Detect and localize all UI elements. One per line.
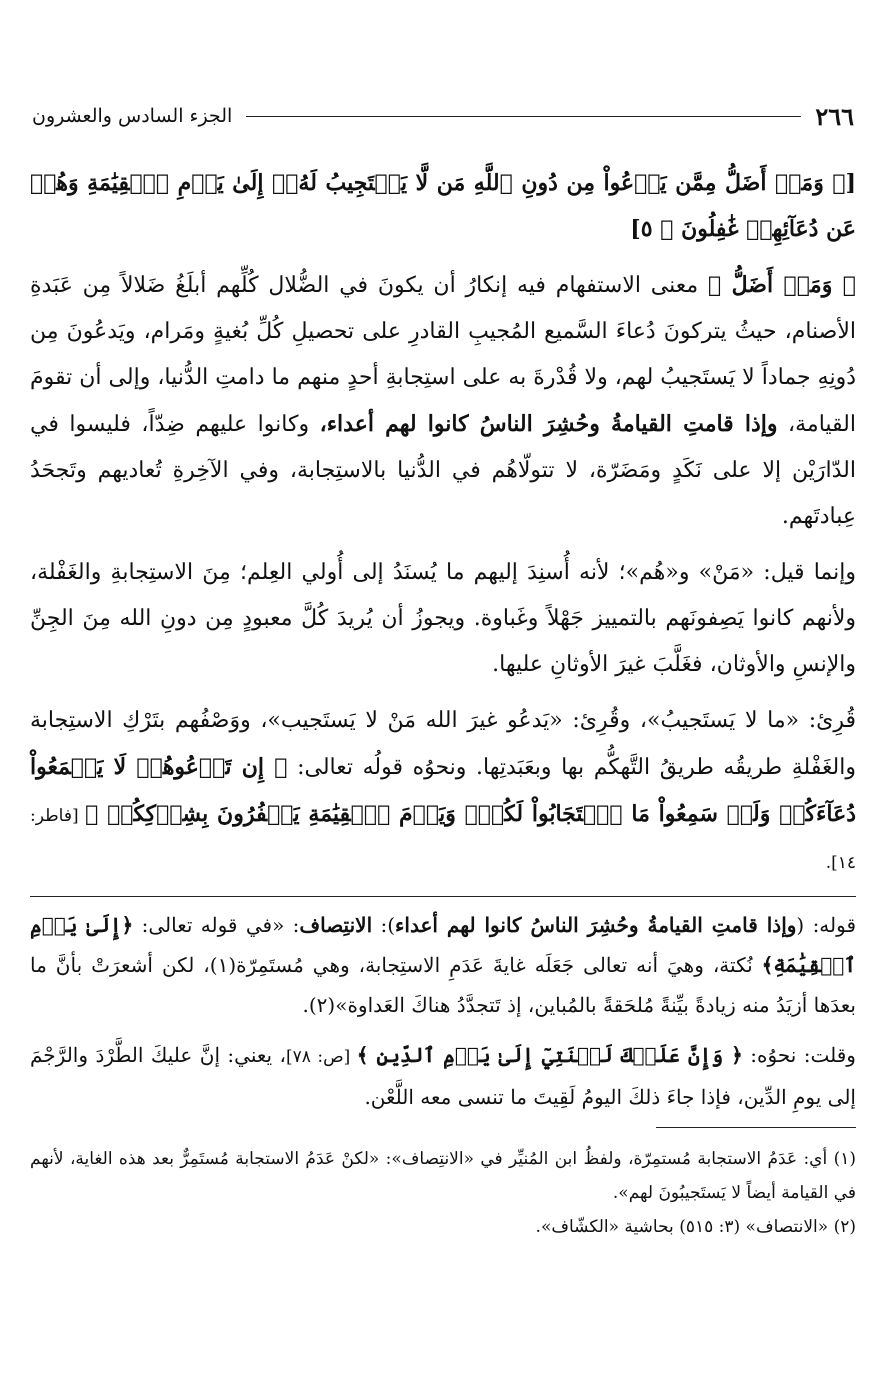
footnote-divider	[656, 1127, 856, 1128]
paragraph-2	[30, 550, 856, 688]
paragraph-text: وكانوا عليهم ضِدّاً، فليسوا في الدّارَيْن إلا على نَكَدٍ ومَضَرّة، لا تتولّاهُم في الدُّنيا بالاستِجابة، وفي الآخِرةِ تُعاديهم وتَجحَدُ عِبادتَهم.	[30, 412, 856, 529]
bold-phrase: وإذا قامتِ القيامةُ وحُشِرَ الناسُ كانوا لهم أعداء،	[319, 411, 778, 437]
verse-quote: ﴿ إِن تَدۡعُوهُمۡ لَا يَسۡمَعُواْ دُعَآءَكُمۡ وَلَوۡ سَمِعُواْ مَا ٱسۡتَجَابُواْ لَكُمۡۖ وَيَوۡمَ ٱلۡقِيَٰمَةِ يَكۡفُرُونَ بِشِرۡكِكُمۡ ﴾	[30, 754, 857, 827]
commentary-text: ):	[372, 913, 396, 937]
paragraph-text: وإنما قيل: «مَنْ» و«هُم»؛ لأنه أُسنِدَ إليهم ما يُسنَدُ إلى أُولي العِلم؛ مِنَ الاستِجابةِ والغَفْلة، ولأنهم كانوا يَصِفونَهم بالتمييز جَهْلاً وغَباوة. ويجوزُ أن يُريدَ كُلَّ معبودٍ مِن دونِ الله مِنَ الجِنِّ والإنسِ والأوثان، فغَلَّبَ غيرَ الأوثانِ عليها.	[30, 560, 856, 677]
footnotes	[30, 1142, 856, 1244]
page-number: ٢٦٦	[815, 101, 854, 131]
paragraph-3	[30, 698, 856, 886]
section-divider	[30, 896, 856, 897]
commentary-paragraph-1	[30, 905, 856, 1025]
footnote-1: (١) أي: عَدَمُ الاستجابة مُستمِرّة، ولفظُ ابن المُنيِّر في «الانتِصاف»: «لكنْ عَدَمُ الاستجابة مُستَمِرٌّ بعد هذه الغاية، لأنهم في القيامة أيضاً لا يَستَجيبُونَ لهم».	[30, 1149, 856, 1203]
verse-reference: [فاطر: ١٤].	[30, 806, 856, 873]
verse-reference: [ص: ٧٨]	[285, 1047, 357, 1067]
commentary-text: قوله: (	[796, 913, 857, 937]
commentary-text: نُكتة، وهيَ أنه تعالى جَعَلَه غايةَ عَدَمِ الاستِجابة، وهي مُستَمِرّة(١)، لكن أشعرَتْ بأنَّ ما بعدَها أزيَدُ منه زيادةً بيِّنةً مُلحَقةً بالمُباين، إذ تَتجدَّدُ هناكَ العَداوة»(٢).	[30, 953, 856, 1017]
verse-quote: ﴿إِلَىٰ يَوۡمِ ٱلۡقِيَٰمَةِ﴾	[30, 913, 856, 977]
bold-phrase: وإذا قامتِ القيامةُ وحُشِرَ الناسُ كانوا لهم أعداء	[395, 913, 797, 937]
verse-quote: ﴿ وَإِنَّ عَلَيۡكَ لَعۡنَتِيٓ إِلَىٰ يَوۡمِ ٱلدِّينِ ﴾	[356, 1043, 743, 1067]
main-text	[30, 160, 856, 1244]
commentary-paragraph-2	[30, 1035, 856, 1117]
footnote-2: (٢) «الانتصاف» (٣: ٥١٥) بحاشية «الكشّاف».	[535, 1217, 856, 1237]
source-name: الانتِصاف	[299, 913, 373, 937]
paragraph-1	[30, 262, 856, 540]
commentary-text: ، يعني: إنَّ عليكَ الطَّرْدَ والرَّجْمَ إلى يومِ الدِّين، فإذا جاءَ ذلكَ اليومُ لَقِيتَ ما تنسى معه اللَّعْن.	[30, 1043, 856, 1109]
verse-quote: ﴿ وَمَنۡ أَضَلُّ ﴾	[707, 272, 856, 298]
verse-text: [﴿ وَمَنۡ أَضَلُّ مِمَّن يَدۡعُواْ مِن دُونِ ٱللَّهِ مَن لَّا يَسۡتَجِيبُ لَهُۥٓ إِلَىٰ يَوۡمِ ٱلۡقِيَٰمَةِ وَهُمۡ عَن دُعَآئِهِمۡ غَٰفِلُونَ ﴾ ٥]	[30, 170, 856, 242]
part-title: الجزء السادس والعشرون	[32, 105, 233, 127]
paragraph-text: معنى الاستفهام فيه إنكارُ أن يكونَ في الضُّلال كُلِّهم أبلَغُ ضَلالاً مِن عَبَدةِ الأصنام، حيثُ يتركونَ دُعاءَ السَّميع المُجيبِ القادرِ على تحصيلِ كُلِّ بُغيةٍ ومَرام، ويَدعُونَ مِن دُونِهِ جماداً لا يَستَجيبُ لهم، ولا قُدْرةَ به على استِجابةِ أحدٍ منهم ما دامتِ الدُّنيا، وإلى أن تقومَ القيامة،	[30, 273, 856, 437]
commentary-text: وقلت: نحوُه:	[742, 1043, 856, 1067]
quran-verse-block	[30, 160, 856, 252]
commentary-text: : «في قوله تعالى:	[133, 913, 300, 937]
header-rule	[246, 116, 801, 117]
commentary-section	[30, 905, 856, 1117]
page-header	[32, 96, 854, 136]
paragraph-text: قُرِئ: «ما لا يَستَجيبُ»، وقُرِئ: «يَدعُو غيرَ الله مَنْ لا يَستَجيب»، ووَصْفُهم بتَرْكِ الاستِجابة والغَفْلةِ طريقُه طريقُ التَّهكُّم بها وبعَبَدتِها. ونحوُه قولُه تعالى:	[30, 708, 856, 780]
